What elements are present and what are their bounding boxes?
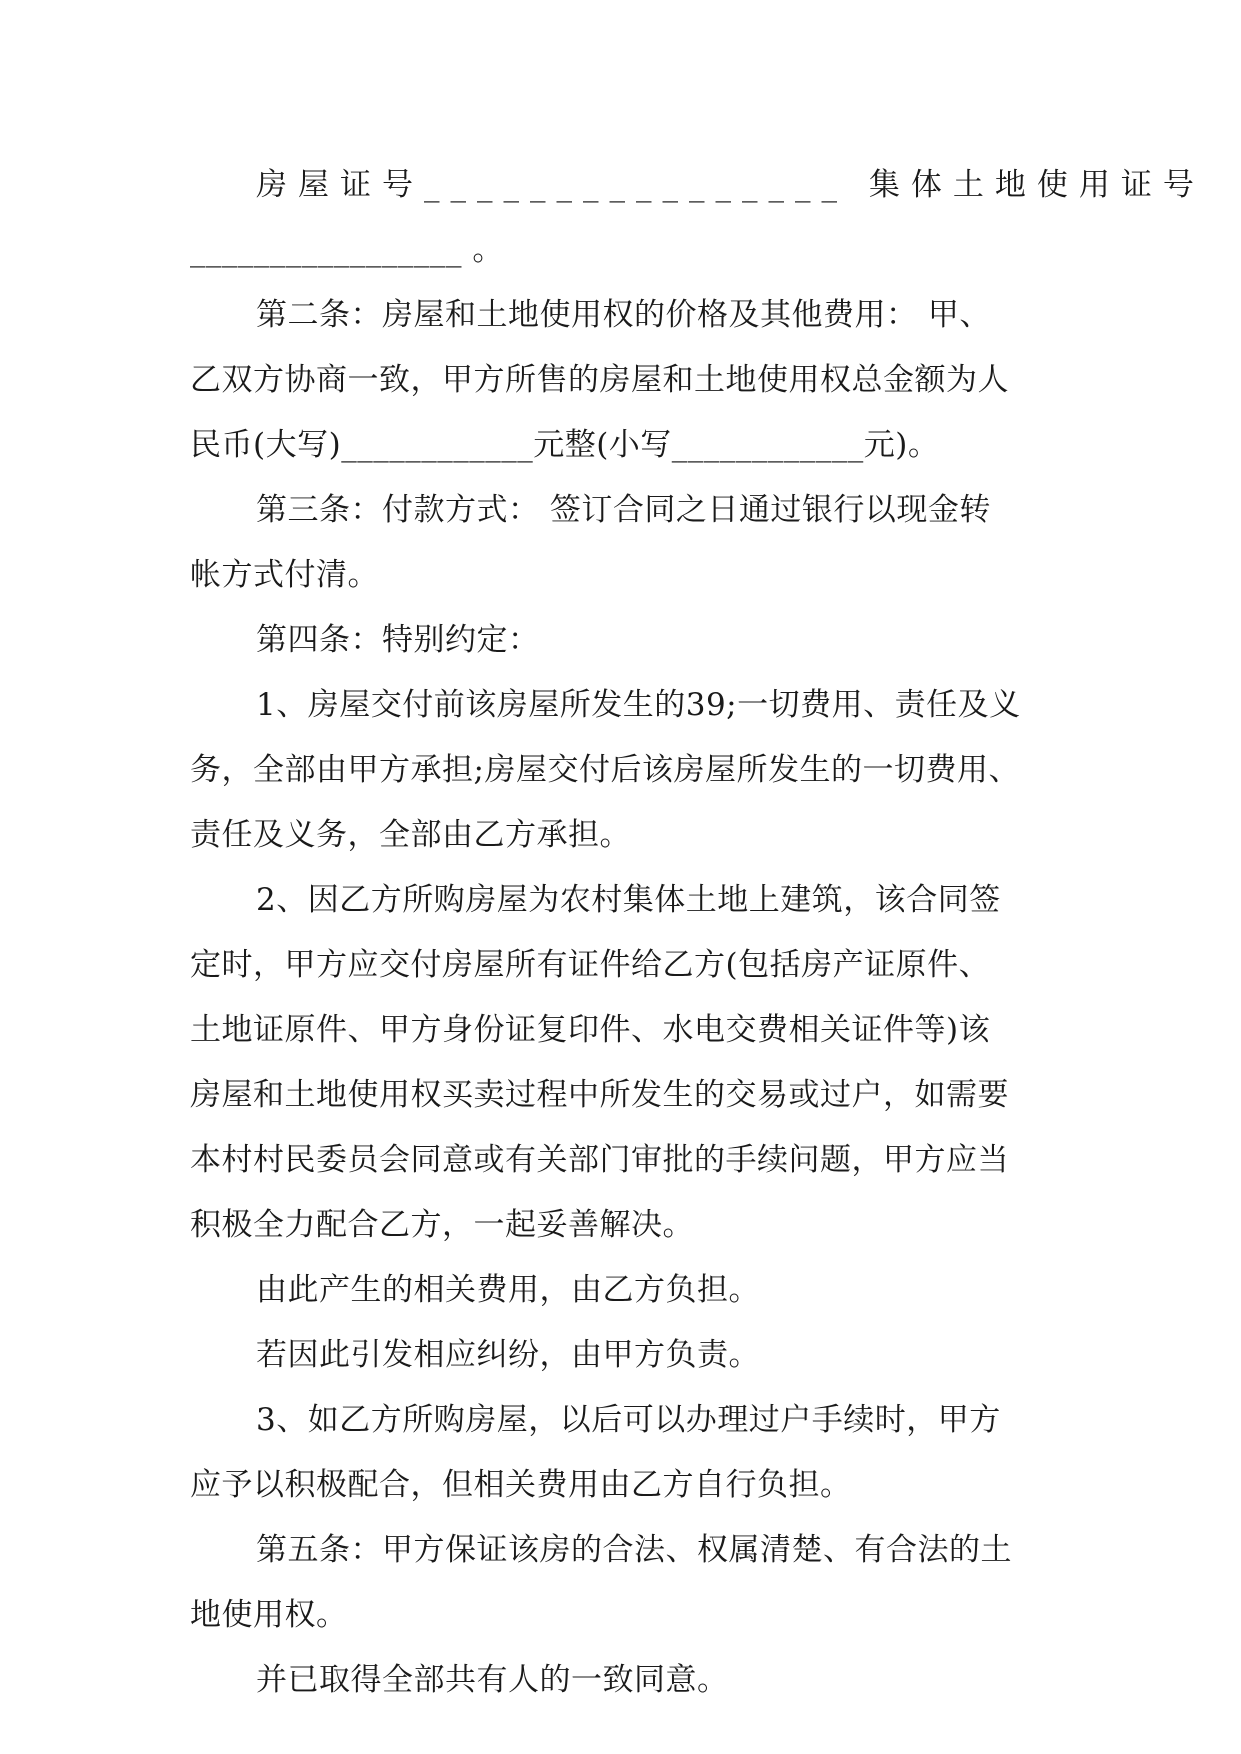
article-3-line-1: 第三条：付款方式： 签订合同之日通过银行以现金转 [256, 492, 991, 528]
article-2-line-3: 民币(大写)____________元整(小写____________元)。 [190, 427, 940, 463]
article-2-line-1: 第二条：房屋和土地使用权的价格及其他费用： 甲、 [256, 297, 991, 333]
article-4-heading: 第四条：特别约定： [256, 622, 540, 658]
article-3-line-2: 帐方式付清。 [190, 557, 379, 593]
dispute-line: 若因此引发相应纠纷，由甲方负责。 [256, 1337, 760, 1373]
article-5-line-1: 第五条：甲方保证该房的合法、权属清楚、有合法的土 [256, 1532, 1012, 1568]
clause-2-line-6: 积极全力配合乙方，一起妥善解决。 [190, 1207, 694, 1243]
article-2-line-2: 乙双方协商一致，甲方所售的房屋和土地使用权总金额为人 [190, 362, 1009, 398]
co-owner-consent-line: 并已取得全部共有人的一致同意。 [256, 1662, 729, 1698]
clause-1-line-1: 1、房屋交付前该房屋所发生的39;一切费用、责任及义 [256, 687, 1021, 723]
clause-2-line-3: 土地证原件、甲方身份证复印件、水电交费相关证件等)该 [190, 1012, 991, 1048]
house-certificate-line: 房屋证号________________ 集体土地使用证号 [256, 167, 1205, 203]
clause-2-line-5: 本村村民委员会同意或有关部门审批的手续问题，甲方应当 [190, 1142, 1009, 1178]
clause-2-line-4: 房屋和土地使用权买卖过程中所发生的交易或过户，如需要 [190, 1077, 1009, 1113]
clause-3-line-1: 3、如乙方所购房屋，以后可以办理过户手续时，甲方 [256, 1402, 1001, 1438]
land-certificate-blank-line: _________________ 。 [190, 232, 504, 268]
clause-3-line-2: 应予以积极配合，但相关费用由乙方自行负担。 [190, 1467, 852, 1503]
clause-1-line-2: 务，全部由甲方承担;房屋交付后该房屋所发生的一切费用、 [190, 752, 1020, 788]
clause-2-line-1: 2、因乙方所购房屋为农村集体土地上建筑，该合同签 [256, 882, 1001, 918]
clause-1-line-3: 责任及义务，全部由乙方承担。 [190, 817, 631, 853]
cost-burden-line: 由此产生的相关费用，由乙方负担。 [256, 1272, 760, 1308]
clause-2-line-2: 定时，甲方应交付房屋所有证件给乙方(包括房产证原件、 [190, 947, 991, 983]
article-5-line-2: 地使用权。 [190, 1597, 348, 1633]
